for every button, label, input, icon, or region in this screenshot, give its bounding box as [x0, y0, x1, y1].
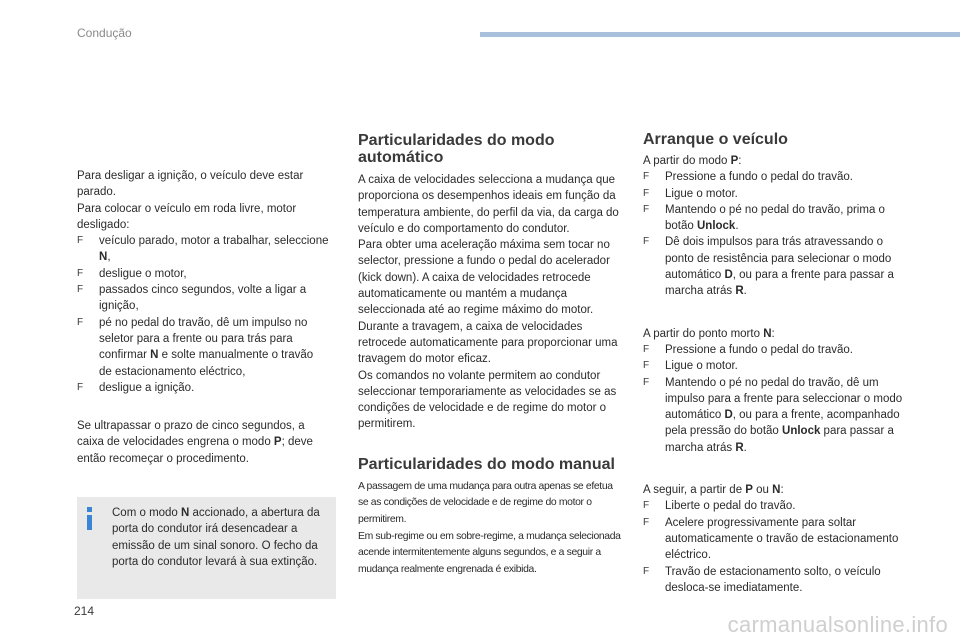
- from-park-label: A partir do modo P:: [643, 155, 742, 167]
- right-column: [643, 131, 908, 596]
- bullet-icon: F: [643, 187, 650, 199]
- bullet-icon: F: [643, 360, 650, 372]
- info-box: [77, 497, 336, 599]
- manual-para-2: Em sub-regime ou em sobre-regime, a mudança selecionada acende intermitentemente alguns segundos, e a seguir a mudança realmente engrenada é exibida.: [358, 530, 621, 575]
- list-item: F Ligue o motor.: [643, 358, 908, 374]
- list-item: F passados cinco segundos, volte a ligar a ignição,: [77, 284, 307, 313]
- info-text: Com o modo N accionado, a abertura da porta do condutor irá desencadear a emissão de um sinal sonoro. O fecho da porta do condutor levará à sua extinção.: [112, 507, 320, 568]
- bullet-icon: F: [643, 516, 650, 528]
- list-item: F Mantendo o pé no pedal do travão, prima o botão Unlock.: [643, 203, 885, 233]
- list-item: F pé no pedal do travão, dê um impulso no seletor para a frente ou para trás para confirmar N e solte manualmente o travão de estacionamento eléctrico,: [77, 316, 314, 378]
- watermark: carmanualsonline.info: [727, 612, 948, 637]
- list-item: F Mantendo o pé no pedal do travão, dê um impulso para a frente para seleccionar o modo automático D, ou para a frente, acompanhado pela pressão do botão Unlock para passar a marcha atrás R.: [643, 376, 903, 454]
- list-item: F veículo parado, motor a trabalhar, seleccione N,: [77, 235, 329, 264]
- auto-para-2: Para obter uma aceleração máxima sem tocar no selector, pressione a fundo o pedal do acelerador (kick down). A caixa de velocidades retrocede automaticamente ou mantém a mudança seleccionada até ao regime máximo do motor.: [358, 239, 610, 317]
- drive-away-steps: [643, 498, 908, 596]
- manual-para-1: A passagem de uma mudança para outra apenas se efetua se as condições de velocidade e de regime do motor o permitirem.: [358, 480, 613, 525]
- bullet-icon: F: [77, 381, 84, 393]
- bullet-icon: F: [643, 203, 650, 215]
- bullet-icon: F: [643, 500, 650, 512]
- bullet-icon: F: [77, 284, 84, 296]
- list-item: F Liberte o pedal do travão.: [643, 498, 908, 514]
- auto-para-3: Durante a travagem, a caixa de velocidades retrocede automaticamente para proporcionar uma travagem do motor eficaz.: [358, 320, 618, 366]
- bullet-icon: F: [77, 267, 84, 279]
- header-accent-bar: [480, 32, 960, 37]
- list-item: F Dê dois impulsos para trás atravessando o ponto de resistência para selecionar o modo automático D, ou para a frente para passar a marcha atrás R.: [643, 236, 894, 298]
- start-from-park-steps: [643, 169, 908, 299]
- heading-automatic-mode: Particularidades do modo automático: [358, 132, 555, 166]
- list-item: F Ligue o motor.: [643, 186, 908, 202]
- list-item: F Travão de estacionamento solto, o veículo desloca-se imediatamente.: [643, 565, 881, 594]
- left-column: [77, 168, 329, 467]
- section-title: Condução: [77, 26, 132, 40]
- intro-line-2: Para colocar o veículo em roda livre, motor desligado:: [77, 202, 297, 231]
- auto-para-4: Os comandos no volante permitem ao condutor seleccionar temporariamente as velocidades se as condições de velocidade e de regime do motor o permitirem.: [358, 369, 617, 431]
- start-from-neutral-steps: [643, 342, 908, 456]
- bullet-icon: F: [643, 236, 650, 248]
- heading-manual-mode: Particularidades do modo manual: [358, 455, 615, 473]
- middle-column: [358, 132, 623, 578]
- then-label: A seguir, a partir de P ou N:: [643, 484, 784, 497]
- bullet-icon: F: [77, 235, 84, 247]
- heading-start-vehicle: Arranque o veículo: [643, 131, 788, 148]
- list-item: F Pressione a fundo o pedal do travão.: [643, 342, 908, 358]
- list-item: F desligue o motor,: [77, 266, 329, 282]
- timeout-note: Se ultrapassar o prazo de cinco segundos, a caixa de velocidades engrena o modo P; deve então recomeçar o procedimento.: [77, 420, 313, 465]
- bullet-icon: F: [643, 565, 650, 577]
- freewheel-steps: [77, 233, 329, 396]
- list-item: F Pressione a fundo o pedal do travão.: [643, 169, 908, 185]
- from-neutral-label: A partir do ponto morto N:: [643, 327, 775, 340]
- info-icon: [85, 507, 95, 531]
- list-item: F Acelere progressivamente para soltar automaticamente o travão de estacionamento eléctrico.: [643, 516, 899, 562]
- list-item: F desligue a ignição.: [77, 380, 329, 396]
- bullet-icon: F: [643, 171, 650, 183]
- auto-para-1: A caixa de velocidades selecciona a mudança que proporciona os desempenhos ideais em função da temperatura ambiente, do perfil da via, da carga do veículo e do comportamento do condutor.: [358, 174, 619, 235]
- bullet-icon: F: [643, 376, 650, 388]
- bullet-icon: F: [77, 316, 84, 328]
- page-number: 214: [74, 604, 95, 618]
- bullet-icon: F: [643, 343, 650, 355]
- intro-line-1: Para desligar a ignição, o veículo deve estar parado.: [77, 170, 304, 199]
